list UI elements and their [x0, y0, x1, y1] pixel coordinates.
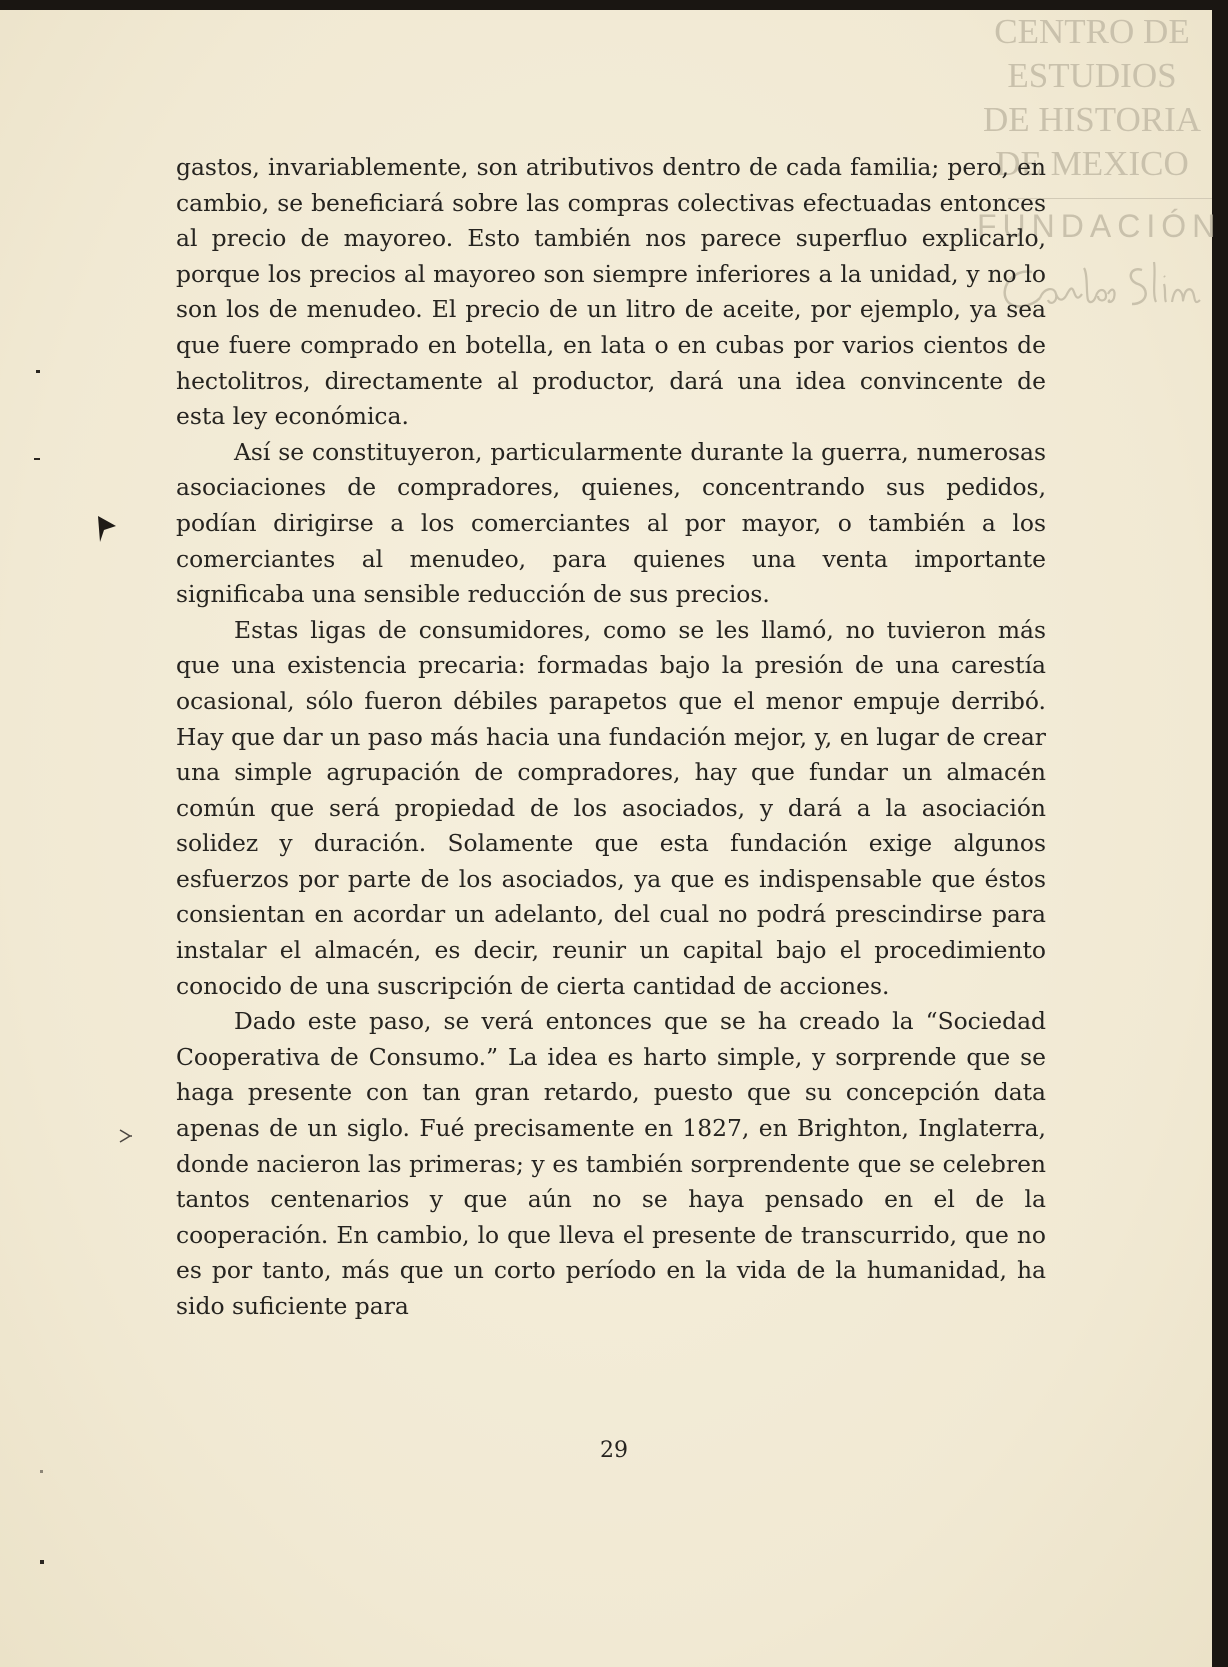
paragraph-1: gastos, invariablemente, son atributivos dentro de cada familia; pero, en cambio, se beneficiará sobre las compras colectivas efectuadas entonces al precio de mayoreo. Esto también nos parece superfluo explicarlo, porque los precios al mayoreo son siempre inferiores a la unidad, y no lo son los de menudeo. El precio de un litro de aceite, por ejemplo, ya sea que fuere comprado en botella, en lata o en cubas por varios cientos de hectolitros, directamente al productor, dará una idea convincente de esta ley económica.: [176, 153, 1046, 431]
margin-tick-icon: [118, 1128, 134, 1144]
margin-speck-1: [36, 370, 40, 373]
margin-pointer-icon: [96, 514, 118, 544]
body-text: [176, 150, 1046, 1325]
page-number: 29: [600, 1438, 628, 1463]
margin-speck-2: [34, 458, 40, 460]
paragraph-3: Estas ligas de consumidores, como se les llamó, no tuvieron más que una existencia precaria: formadas bajo la presión de una carestía ocasional, sólo fueron débiles parapetos que el menor empuje derribó. Hay que dar un paso más hacia una fundación mejor, y, en lugar de crear una simple agrupación de compradores, hay que fundar un almacén común que será propiedad de los asociados, y dará a la asociación solidez y duración. Solamente que esta fundación exige algunos esfuerzos por parte de los asociados, ya que es indispensable que éstos consientan en acordar un adelanto, del cual no podrá prescindirse para instalar el almacén, es decir, reunir un capital bajo el procedimiento conocido de una suscripción de cierta cantidad de acciones.: [176, 615, 1046, 1000]
watermark-line-2: ESTUDIOS: [1007, 56, 1177, 95]
margin-speck-3: [40, 1560, 44, 1564]
watermark-foundation: FUNDACIÓN: [977, 208, 1222, 244]
watermark-line-1: CENTRO DE: [994, 12, 1190, 51]
paragraph-2: Así se constituyeron, particularmente durante la guerra, numerosas asociaciones de compradores, quienes, concentrando sus pedidos, podían dirigirse a los comerciantes al por mayor, o también a los comerciantes al menudeo, para quienes una venta importante significaba una sensible reducción de sus precios.: [176, 437, 1046, 609]
watermark-line-3: DE HISTORIA: [982, 100, 1202, 139]
book-page: [0, 10, 1222, 1667]
margin-speck-4: [40, 1470, 43, 1473]
watermark-line-4: DE MEXICO: [995, 144, 1189, 183]
paragraph-4: Dado este paso, se verá entonces que se ha creado la “Sociedad Cooperativa de Consumo.” La idea es harto simple, y sorprende que se haga presente con tan gran retardo, puesto que su concepción data apenas de un siglo. Fué precisamente en 1827, en Brighton, Inglaterra, donde nacieron las primeras; y es también sorprendente que se celebren tantos centenarios y que aún no se haya pensado en el de la cooperación. En cambio, lo que lleva el presente de transcurrido, que no es por tanto, más que un corto período en la vida de la humanidad, ha sido suficiente para: [176, 1007, 1046, 1320]
